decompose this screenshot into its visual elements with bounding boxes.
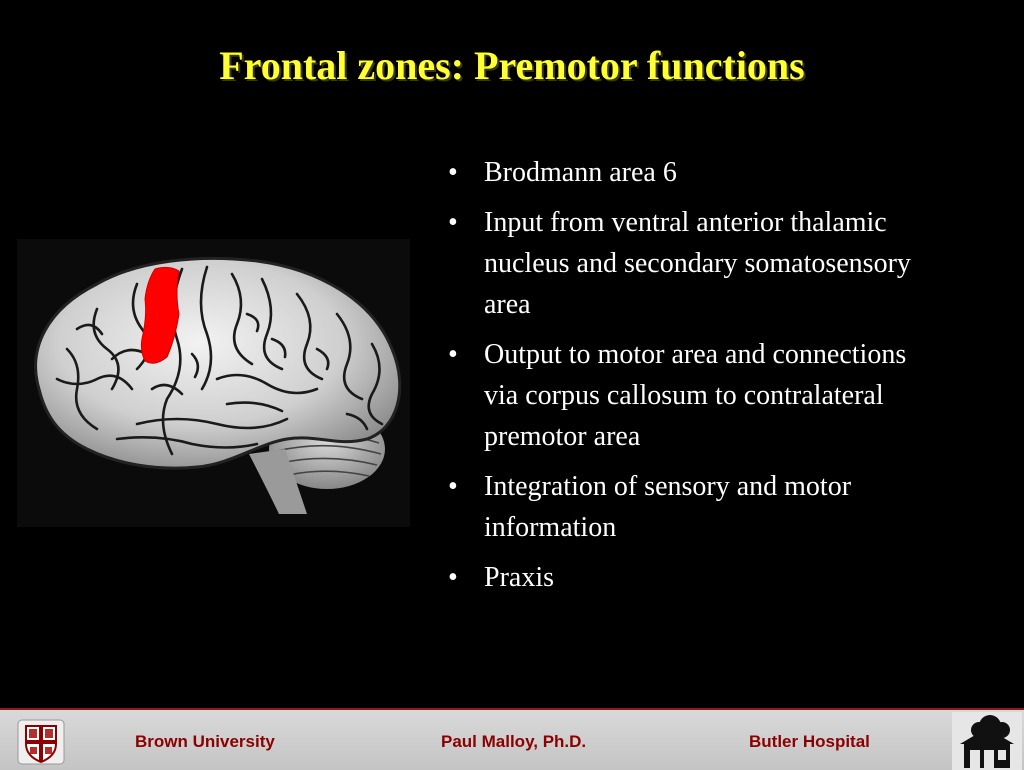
bullet-marker: •	[448, 471, 458, 502]
list-item	[446, 466, 934, 548]
butler-hospital-logo-icon	[952, 712, 1022, 770]
list-item	[446, 202, 934, 325]
bullet-list	[446, 152, 1006, 607]
bullet-marker: •	[448, 157, 458, 188]
footer-left-text: Brown University	[135, 732, 275, 751]
bullet-text: Integration of sensory and motor information	[484, 471, 852, 543]
brain-image	[17, 239, 410, 527]
bullet-marker: •	[448, 562, 458, 593]
footer-center-text: Paul Malloy, Ph.D.	[441, 732, 587, 751]
footer-right-text: Butler Hospital	[749, 732, 870, 751]
list-item	[446, 334, 934, 457]
bullet-text: Praxis	[484, 562, 554, 593]
footer-bar	[0, 708, 1024, 770]
list-item	[446, 152, 934, 193]
bullet-text: Input from ventral anterior thalamic nucleus and secondary somatosensory area	[484, 207, 911, 320]
bullet-marker: •	[448, 339, 458, 370]
list-item	[446, 557, 934, 598]
bullet-text: Brodmann area 6	[484, 157, 677, 188]
brain-illustration	[17, 239, 410, 527]
cerebrum	[36, 258, 400, 468]
bullet-text: Output to motor area and connections via corpus callosum to contralateral premotor area	[484, 339, 907, 452]
slide-title: Frontal zones: Premotor functions	[219, 43, 805, 88]
brown-university-seal-icon	[16, 718, 66, 766]
bullet-marker: •	[448, 207, 458, 238]
